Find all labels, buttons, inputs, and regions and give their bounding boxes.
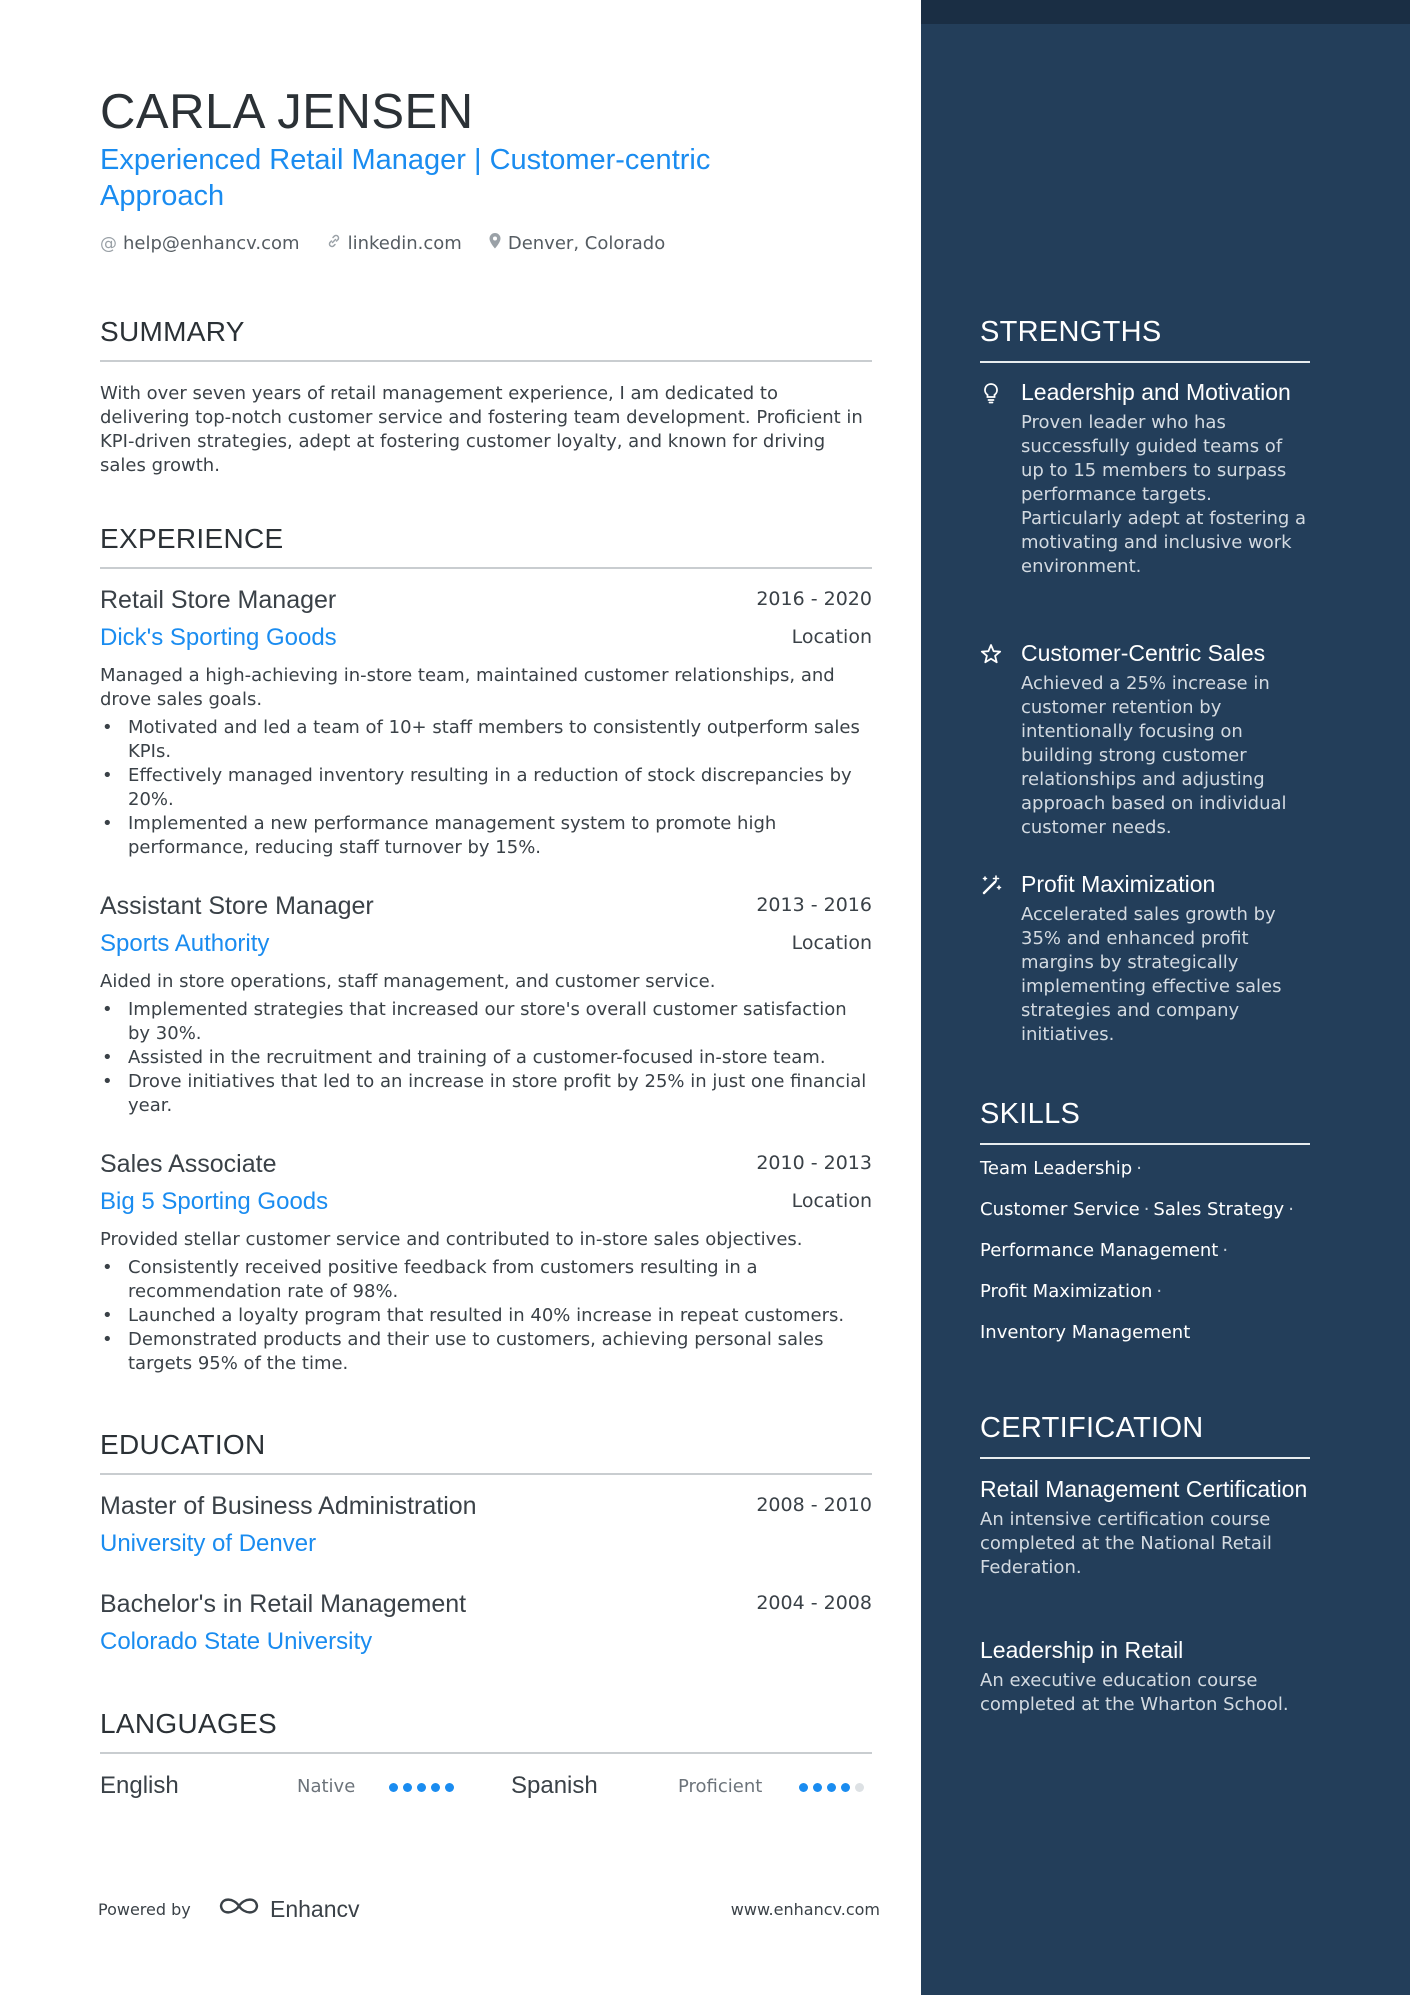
strength-title: Leadership and Motivation bbox=[1021, 379, 1291, 405]
strength-item-3 bbox=[980, 870, 1310, 1047]
separator-dot: · bbox=[1136, 1158, 1142, 1179]
certification-title: Leadership in Retail bbox=[980, 1637, 1184, 1663]
strength-title: Profit Maximization bbox=[1021, 871, 1216, 897]
education-dates: 2008 - 2010 bbox=[756, 1494, 872, 1516]
linkedin-text: linkedin.com bbox=[347, 233, 462, 254]
strengths-heading: STRENGTHS bbox=[980, 316, 1310, 363]
rating-dot-filled bbox=[445, 1783, 454, 1792]
star-icon bbox=[980, 643, 1002, 665]
sidebar bbox=[921, 0, 1410, 1995]
strength-item-1 bbox=[980, 378, 1310, 579]
school-name[interactable]: Colorado State University bbox=[100, 1628, 373, 1655]
degree-title: Bachelor's in Retail Management bbox=[100, 1590, 467, 1618]
degree-title: Master of Business Administration bbox=[100, 1492, 477, 1520]
skill-tag: Inventory Management bbox=[980, 1322, 1191, 1343]
contact-location bbox=[488, 232, 665, 255]
location-pin-icon bbox=[488, 232, 502, 255]
skill-tag: Performance Management bbox=[980, 1240, 1219, 1261]
job-dates: 2016 - 2020 bbox=[756, 588, 872, 610]
certification-description: An intensive certification course completed at the National Retail Federation. bbox=[980, 1509, 1272, 1578]
skill-tag: Team Leadership bbox=[980, 1158, 1133, 1179]
separator-dot: · bbox=[1222, 1240, 1229, 1261]
strength-description: Achieved a 25% increase in customer retention by intentionally focusing on building strong customer relationships and adjusting approach based on individual customer needs. bbox=[1021, 673, 1287, 838]
separator-dot: · bbox=[1288, 1199, 1294, 1220]
bullet-item: • Launched a loyalty program that resulted in 40% increase in repeat customers. bbox=[100, 1304, 872, 1328]
language-level: Native bbox=[297, 1776, 356, 1797]
sidebar-top-band bbox=[921, 0, 1410, 24]
contact-email[interactable] bbox=[100, 232, 300, 255]
strength-title: Customer-Centric Sales bbox=[1021, 640, 1266, 666]
skill-tag: Sales Strategy bbox=[1153, 1199, 1285, 1220]
job-title: Retail Store Manager bbox=[100, 586, 337, 614]
education-dates: 2004 - 2008 bbox=[756, 1592, 872, 1614]
job-dates: 2013 - 2016 bbox=[756, 894, 872, 916]
language-level: Proficient bbox=[678, 1776, 763, 1797]
job-bullets bbox=[100, 716, 872, 860]
job-bullets bbox=[100, 1256, 872, 1376]
rating-dot-filled bbox=[841, 1783, 850, 1792]
infinity-logo-icon bbox=[216, 1894, 262, 1924]
separator-dot: · bbox=[1156, 1281, 1163, 1302]
job-description: Aided in store operations, staff management, and customer service. bbox=[100, 971, 716, 992]
certification-item-2 bbox=[980, 1636, 1310, 1717]
bullet-item: • Implemented strategies that increased our store's overall customer satisfaction by 30%. bbox=[100, 998, 872, 1046]
bullet-item: • Demonstrated products and their use to customers, achieving personal sales targets 95% of the time. bbox=[100, 1328, 872, 1376]
language-rating bbox=[389, 1783, 454, 1792]
job-bullets bbox=[100, 998, 872, 1118]
skill-line bbox=[980, 1240, 1310, 1281]
summary-heading: SUMMARY bbox=[100, 316, 872, 362]
skill-tag: Customer Service bbox=[980, 1199, 1140, 1220]
at-icon: @ bbox=[100, 233, 117, 254]
rating-dot-filled bbox=[813, 1783, 822, 1792]
job-title: Sales Associate bbox=[100, 1150, 277, 1178]
headline: Experienced Retail Manager | Customer-centric Approach bbox=[100, 144, 711, 212]
bullet-item: • Implemented a new performance management system to promote high performance, reducing staff turnover by 15%. bbox=[100, 812, 872, 860]
footer bbox=[98, 1895, 880, 1928]
language-name: Spanish bbox=[511, 1772, 598, 1799]
contact-bar bbox=[100, 232, 665, 255]
job-location: Location bbox=[791, 626, 872, 648]
magic-wand-icon bbox=[980, 874, 1002, 896]
powered-by-text: Powered by bbox=[98, 1900, 191, 1919]
rating-dot-filled bbox=[389, 1783, 398, 1792]
link-icon bbox=[326, 233, 342, 254]
job-entry-1 bbox=[100, 586, 872, 860]
strength-description: Proven leader who has successfully guided teams of up to 15 members to surpass performance targets. Particularly adept at fostering a motivating and inclusive work environment. bbox=[1021, 412, 1307, 577]
education-entry-1 bbox=[100, 1492, 872, 1568]
job-title: Assistant Store Manager bbox=[100, 892, 374, 920]
skill-tag: Profit Maximization bbox=[980, 1281, 1153, 1302]
education-entry-2 bbox=[100, 1590, 872, 1666]
skill-line bbox=[980, 1199, 1310, 1240]
experience-heading: EXPERIENCE bbox=[100, 523, 872, 569]
rating-dot-filled bbox=[827, 1783, 836, 1792]
bullet-item: • Motivated and led a team of 10+ staff members to consistently outperform sales KPIs. bbox=[100, 716, 872, 764]
brand-name: Enhancv bbox=[270, 1895, 360, 1922]
website-link[interactable]: www.enhancv.com bbox=[730, 1900, 880, 1919]
certification-description: An executive education course completed at the Wharton School. bbox=[980, 1670, 1289, 1715]
certification-item-1 bbox=[980, 1475, 1310, 1580]
skills-heading: SKILLS bbox=[980, 1098, 1310, 1145]
strength-description: Accelerated sales growth by 35% and enhanced profit margins by strategically implementing effective sales strategies and company initiatives. bbox=[1021, 904, 1282, 1045]
lightbulb-icon bbox=[980, 382, 1002, 404]
email-text: help@enhancv.com bbox=[123, 233, 300, 254]
company-name[interactable]: Big 5 Sporting Goods bbox=[100, 1188, 329, 1215]
skill-line bbox=[980, 1158, 1310, 1199]
company-name[interactable]: Sports Authority bbox=[100, 930, 270, 957]
job-description: Provided stellar customer service and contributed to in-store sales objectives. bbox=[100, 1229, 803, 1250]
job-dates: 2010 - 2013 bbox=[756, 1152, 872, 1174]
school-name[interactable]: University of Denver bbox=[100, 1530, 317, 1557]
job-entry-3 bbox=[100, 1150, 872, 1376]
certification-heading: CERTIFICATION bbox=[980, 1412, 1310, 1459]
languages-row bbox=[100, 1772, 872, 1802]
job-entry-2 bbox=[100, 892, 872, 1118]
strength-item-2 bbox=[980, 639, 1310, 840]
bullet-item: • Effectively managed inventory resulting in a reduction of stock discrepancies by 20%. bbox=[100, 764, 872, 812]
summary-text: With over seven years of retail management experience, I am dedicated to delivering top-notch customer service and fostering team development. Proficient in KPI-driven strategies, adept at fostering customer loyalty, and known for driving sales growth. bbox=[100, 383, 863, 476]
separator-dot: · bbox=[1143, 1199, 1150, 1220]
bullet-item: • Assisted in the recruitment and training of a customer-focused in-store team. bbox=[100, 1046, 872, 1070]
rating-dot-filled bbox=[431, 1783, 440, 1792]
location-text: Denver, Colorado bbox=[507, 233, 666, 254]
certification-title: Retail Management Certification bbox=[980, 1476, 1308, 1502]
languages-heading: LANGUAGES bbox=[100, 1708, 872, 1754]
rating-dot-filled bbox=[799, 1783, 808, 1792]
rating-dot-empty bbox=[855, 1783, 864, 1792]
language-rating bbox=[799, 1783, 864, 1792]
language-name: English bbox=[100, 1772, 179, 1799]
rating-dot-filled bbox=[417, 1783, 426, 1792]
education-heading: EDUCATION bbox=[100, 1429, 872, 1475]
job-description: Managed a high-achieving in-store team, maintained customer relationships, and drove sales goals. bbox=[100, 665, 835, 710]
bullet-item: • Drove initiatives that led to an increase in store profit by 25% in just one financial year. bbox=[100, 1070, 872, 1118]
contact-linkedin[interactable] bbox=[326, 232, 462, 255]
skill-line bbox=[980, 1322, 1310, 1363]
skills-list bbox=[980, 1158, 1310, 1363]
company-name[interactable]: Dick's Sporting Goods bbox=[100, 624, 337, 651]
enhancv-logo[interactable] bbox=[216, 1894, 360, 1924]
rating-dot-filled bbox=[403, 1783, 412, 1792]
job-location: Location bbox=[791, 1190, 872, 1212]
skill-line bbox=[980, 1281, 1310, 1322]
job-location: Location bbox=[791, 932, 872, 954]
bullet-item: • Consistently received positive feedback from customers resulting in a recommendation rate of 98%. bbox=[100, 1256, 872, 1304]
candidate-name: CARLA JENSEN bbox=[100, 85, 474, 139]
